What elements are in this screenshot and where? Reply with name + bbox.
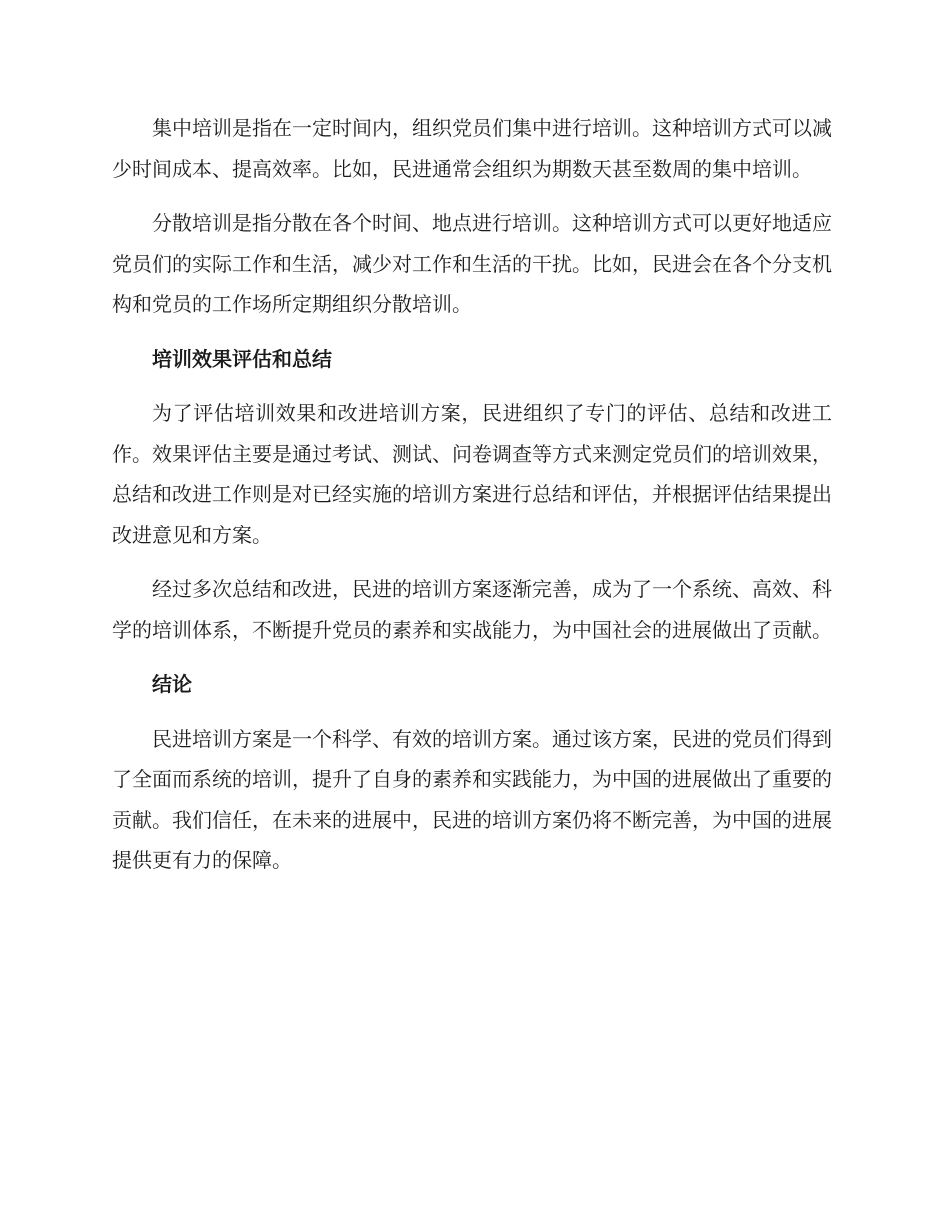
paragraph-centralized-training: 集中培训是指在一定时间内，组织党员们集中进行培训。这种培训方式可以减少时间成本、提高效率。比如，民进通常会组织为期数天甚至数周的集中培训。 <box>112 116 832 181</box>
paragraph-improvement-result: 经过多次总结和改进，民进的培训方案逐渐完善，成为了一个系统、高效、科学的培训体系，不断提升党员的素养和实战能力，为中国社会的进展做出了贡献。 <box>112 577 832 642</box>
paragraph-decentralized-training: 分散培训是指分散在各个时间、地点进行培训。这种培训方式可以更好地适应党员们的实际工作和生活，减少对工作和生活的干扰。比如，民进会在各个分支机构和党员的工作场所定期组织分散培训。 <box>112 211 832 316</box>
paragraph-conclusion: 民进培训方案是一个科学、有效的培训方案。通过该方案，民进的党员们得到了全面而系统的培训，提升了自身的素养和实践能力，为中国的进展做出了重要的贡献。我们信任，在未来的进展中，民进的培训方案仍将不断完善，为中国的进展提供更有力的保障。 <box>112 726 832 872</box>
document-body <box>112 108 832 895</box>
paragraph-evaluation-work: 为了评估培训效果和改进培训方案，民进组织了专门的评估、总结和改进工作。效果评估主要是通过考试、测试、问卷调查等方式来测定党员们的培训效果，总结和改进工作则是对已经实施的培训方案进行总结和评估，并根据评估结果提出改进意见和方案。 <box>112 401 832 547</box>
heading-conclusion: 结论 <box>152 672 192 696</box>
heading-training-evaluation: 培训效果评估和总结 <box>152 346 332 371</box>
